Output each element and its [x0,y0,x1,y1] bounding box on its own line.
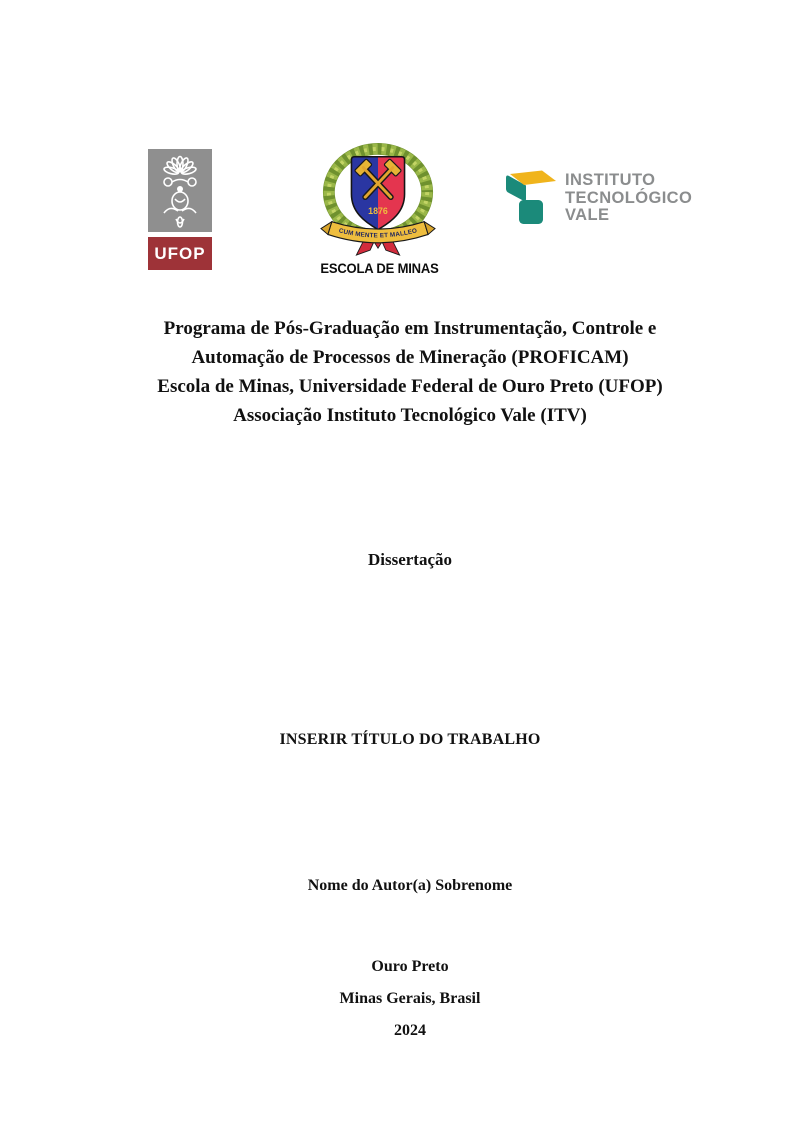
year: 2024 [394,1022,426,1039]
place-date-block [0,951,794,1047]
program-header-line1: Programa de Pós-Graduação em Instrumentação, Controle e [163,318,657,339]
document-type-label: Dissertação [367,550,453,569]
program-header-line3: Escola de Minas, Universidade Federal de Ouro Preto (UFOP) [157,376,663,397]
escola-de-minas-crest-icon [319,143,437,261]
ufop-wordmark: UFOP [148,237,212,270]
itv-wordmark [565,172,692,225]
escola-de-minas-caption: ESCOLA DE MINAS [320,260,439,276]
itv-mark-icon [498,168,560,228]
program-header-line4: Associação Instituto Tecnológico Vale (ITV) [233,405,587,426]
program-header-line2: Automação de Processos de Mineração (PROFICAM) [191,347,629,368]
itv-wordmark-line1: INSTITUTO [565,171,656,189]
crest-motto: CUM MENTE ET MALLEO [338,227,418,240]
itv-logo [498,166,698,228]
crest-year: 1876 [368,205,388,216]
author-name: Nome do Autor(a) Sobrenome [307,877,513,894]
city: Ouro Preto [371,958,449,975]
work-title-placeholder: INSERIR TÍTULO DO TRABALHO [279,731,541,748]
state-country: Minas Gerais, Brasil [339,990,481,1007]
escola-de-minas-logo [316,143,440,279]
ufop-emblem-icon [148,149,212,232]
itv-wordmark-line2: TECNOLÓGICO [565,188,693,207]
itv-wordmark-line3: VALE [565,206,610,224]
program-header [0,314,794,430]
ufop-logo [148,149,212,270]
